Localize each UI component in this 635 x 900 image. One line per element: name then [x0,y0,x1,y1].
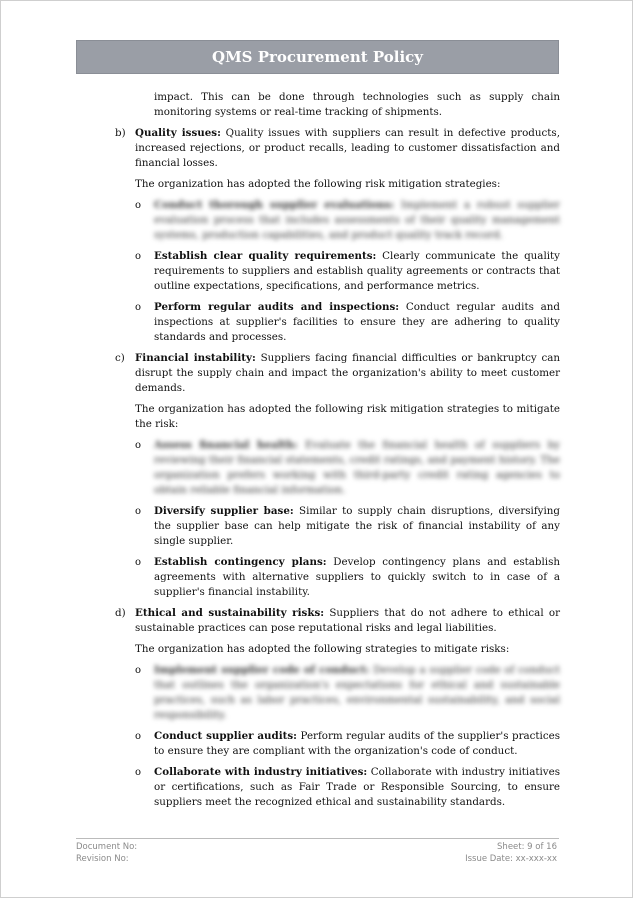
page-title: QMS Procurement Policy [76,40,559,74]
risk-item-text: Quality issues with suppliers can result in defective products, increased rejections, or product recalls, leading to customer dissatisfaction and financial losses. [135,127,560,169]
strategy-heading: Diversify supplier base: [154,505,294,517]
bullet-marker: o [135,665,142,676]
revision-no-label: Revision No: [76,854,129,864]
bullet-marker: o [135,557,142,568]
risk-item-heading: Financial instability: [135,352,256,364]
strategy-text [154,198,560,243]
strategy-text [154,504,560,549]
strategy-body: Similar to supply chain disruptions, diversifying the supplier base can help mitigate the risk of financial instability of any single supplier. [154,505,560,547]
strategy-bullet [115,249,560,294]
strategy-bullet [115,555,560,600]
strategy-heading: Assess financial health: [154,439,298,451]
strategy-body: Clearly communicate the quality requirements to suppliers and establish quality agreements or contracts that outline expectations, specifications, and performance metrics. [154,250,560,292]
bullet-marker: o [135,302,142,313]
bullet-marker: o [135,440,142,451]
carryover-paragraph: impact. This can be done through technologies such as supply chain monitoring systems or real-time tracking of shipments. [154,91,560,118]
risk-item-heading: Ethical and sustainability risks: [135,607,325,619]
strategy-text [154,438,560,498]
strategy-heading: Collaborate with industry initiatives: [154,766,368,778]
bullet-marker: o [135,767,142,778]
footer-divider [76,838,559,839]
strategy-text [154,300,560,345]
issue-date: Issue Date: xx-xxx-xx [465,854,557,864]
bullet-marker: o [135,200,142,211]
strategy-body: Collaborate with industry initiatives or certifications, such as Fair Trade or Responsible Sourcing, to ensure suppliers meet the recognized ethical and sustainability standards. [154,766,560,808]
strategy-text [154,765,560,810]
strategy-intro: The organization has adopted the following risk mitigation strategies to mitigate the risk: [135,403,560,430]
strategy-intro: The organization has adopted the following strategies to mitigate risks: [135,643,510,655]
strategy-text [154,663,560,723]
strategy-body: Perform regular audits of the supplier's practices to ensure they are compliant with the organization's code of conduct. [154,730,560,757]
strategy-body: Implement a robust supplier evaluation process that includes assessments of their quality management systems, production capabilities, and product quality track record. [154,199,560,241]
bullet-marker: o [135,731,142,742]
bullet-marker: o [135,251,142,262]
footer-left [76,841,137,865]
strategy-text [154,249,560,294]
document-no-label: Document No: [76,842,138,852]
risk-item [115,351,560,396]
strategy-heading: Perform regular audits and inspections: [154,301,400,313]
strategy-body: Develop a supplier code of conduct that outlines the organization's expectations for ethical and sustainable practices, such as labor practices, environmental sustainability, and social responsibility. [154,664,560,721]
strategy-intro: The organization has adopted the following risk mitigation strategies: [135,178,501,190]
risk-item [115,126,560,171]
footer-right [465,841,557,865]
strategy-bullet [115,198,560,243]
sheet-number: Sheet: 9 of 16 [497,842,557,852]
strategy-heading: Conduct supplier audits: [154,730,297,742]
strategy-body: Develop contingency plans and establish agreements with alternative suppliers to quickly switch to in case of a supplier's financial instability. [154,556,560,598]
risk-item-text: Suppliers that do not adhere to ethical or sustainable practices can pose reputational risks and legal liabilities. [135,607,561,634]
risk-item-letter: b) [115,127,126,139]
strategy-bullet [115,300,560,345]
strategy-bullet [115,663,560,723]
strategy-body: Conduct regular audits and inspections at supplier's facilities to ensure they are adhering to quality standards and processes. [154,301,560,343]
strategy-heading: Establish clear quality requirements: [154,250,377,262]
strategy-bullet [115,729,560,759]
strategy-bullet [115,765,560,810]
risk-item-letter: c) [115,352,125,364]
strategy-text [154,555,560,600]
risk-item-letter: d) [115,607,126,619]
policy-content [115,90,560,816]
risk-item [115,606,560,636]
strategy-heading: Establish contingency plans: [154,556,327,568]
risk-item-text: Suppliers facing financial difficulties or bankruptcy can disrupt the supply chain and impact the organization's ability to meet customer demands. [135,352,560,394]
strategy-bullet [115,438,560,498]
bullet-marker: o [135,506,142,517]
strategy-body: Evaluate the financial health of suppliers by reviewing their financial statements, credit ratings, and payment history. The organization prefers working with third-party credit rating agencies to obtain reliable financial information. [154,439,560,496]
strategy-bullet [115,504,560,549]
risk-list [115,126,560,810]
strategy-text [154,729,560,759]
strategy-heading: Implement supplier code of conduct: [154,664,370,676]
strategy-heading: Conduct thorough supplier evaluations: [154,199,395,211]
risk-item-heading: Quality issues: [135,127,221,139]
